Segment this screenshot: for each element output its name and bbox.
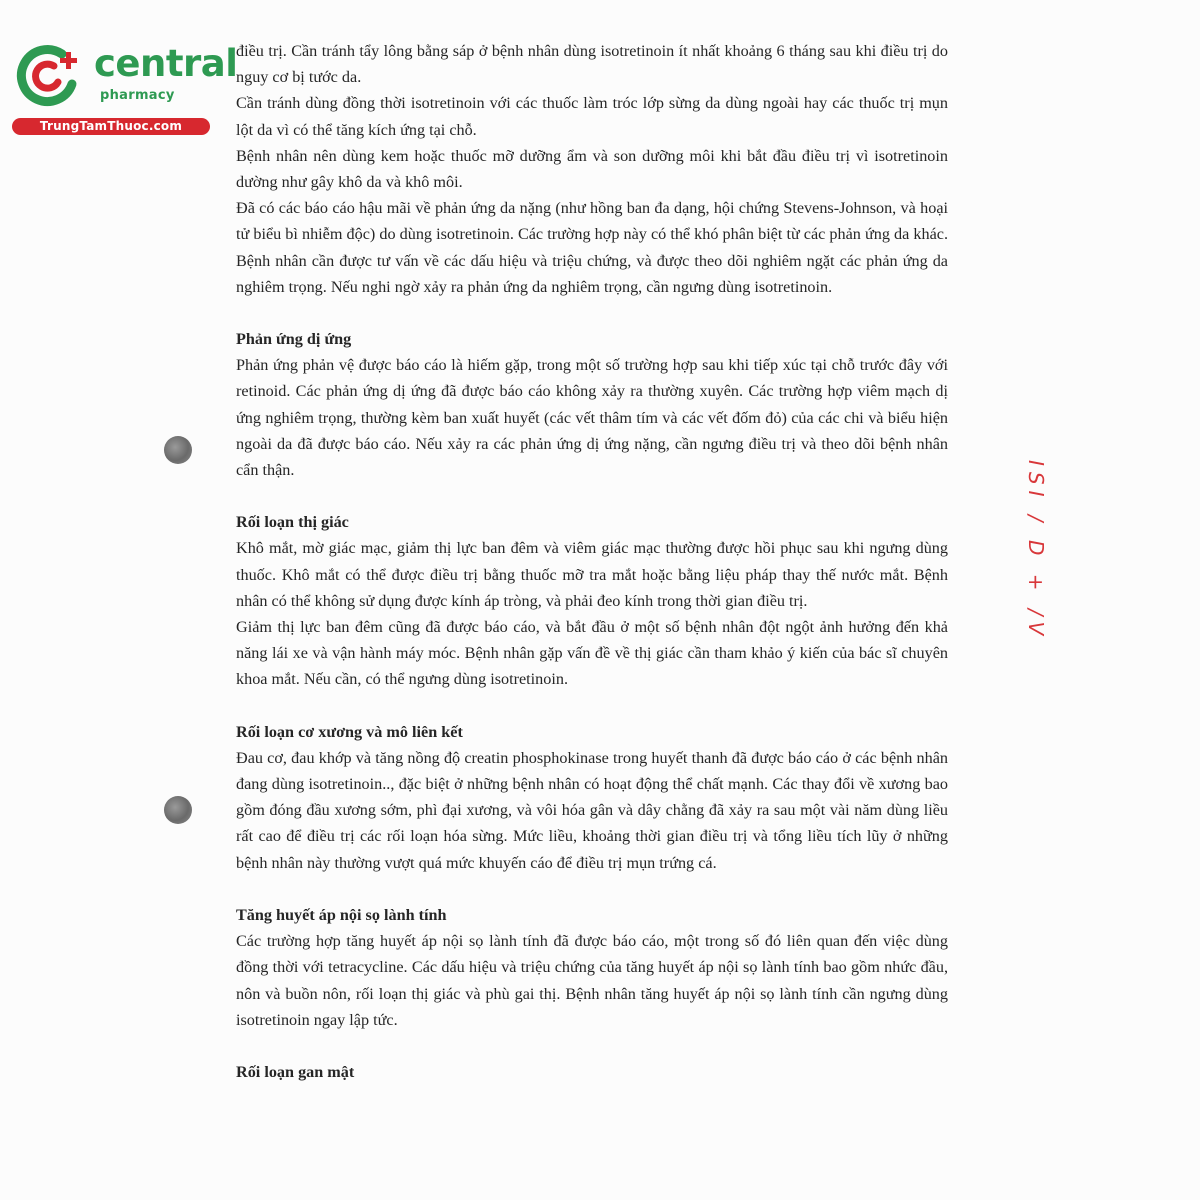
logo-website-banner[interactable]: TrungTamThuoc.com [12, 118, 210, 135]
paragraph: Khô mắt, mờ giác mạc, giảm thị lực ban đêm và viêm giác mạc thường được hồi phục sau khi ngưng dùng thuốc. Khô mắt có thể được điều trị bằng thuốc mỡ tra mắt hoặc bằng liệu pháp thay thế nước mắt. Bệnh nhân có thể không sử dụng được kính áp tròng, và phải đeo kính trong thời gian điều trị. [236, 539, 948, 610]
section-heading-musculoskeletal: Rối loạn cơ xương và mô liên kết [236, 722, 463, 741]
pharmacy-logo-icon [10, 38, 84, 112]
logo-sub-text: pharmacy [100, 88, 175, 103]
section-gap [236, 300, 948, 326]
paragraph: Các trường hợp tăng huyết áp nội sọ lành tính đã được báo cáo, một trong số đó liên quan đến việc dùng đồng thời với tetracycline. Các dấu hiệu và triệu chứng của tăng huyết áp nội sọ lành tính bao gồm nhức đầu, nôn và buồn nôn, rối loạn thị giác và phù gai thị. Bệnh nhân tăng huyết áp nội sọ lành tính cần ngưng dùng isotretinoin ngay lập tức. [236, 932, 948, 1029]
paragraph: Phản ứng phản vệ được báo cáo là hiếm gặp, trong một số trường hợp sau khi tiếp xúc tại chỗ trước đây với retinoid. Các phản ứng dị ứng đã được báo cáo không xảy ra thường xuyên. Các trường hợp viêm mạch dị ứng nghiêm trọng, thường kèm ban xuất huyết (các vết thâm tím và các vết đốm đỏ) của các chi và biểu hiện ngoài da đã được báo cáo. Nếu xảy ra các phản ứng dị ứng nặng, cần ngưng điều trị và theo dõi bệnh nhân cẩn thận. [236, 356, 948, 480]
section-gap [236, 483, 948, 509]
section-heading-allergy: Phản ứng dị ứng [236, 330, 352, 349]
section-gap [236, 876, 948, 902]
paragraph: Đau cơ, đau khớp và tăng nồng độ creatin phosphokinase trong huyết thanh đã được báo cáo ở các bệnh nhân đang dùng isotretinoin.., đặc biệt ở những bệnh nhân có hoạt động thể chất mạnh. Các thay đổi về xương bao gồm đóng đầu xương sớm, phì đại xương, và vôi hóa gân và dây chằng đã xảy ra sau một vài năm dùng liều rất cao để điều trị các rối loạn hóa sừng. Mức liều, khoảng thời gian điều trị và tổng liều tích lũy ở những bệnh nhân này thường vượt quá mức khuyến cáo để điều trị mụn trứng cá. [236, 748, 948, 872]
paragraph: điều trị. Cần tránh tẩy lông bằng sáp ở bệnh nhân dùng isotretinoin ít nhất khoảng 6 tháng sau khi điều trị do nguy cơ bị tước da. [236, 42, 948, 87]
central-pharmacy-logo[interactable] [10, 36, 238, 136]
paragraph: Cần tránh dùng đồng thời isotretinoin với các thuốc làm tróc lớp sừng da dùng ngoài hay các thuốc trị mụn lột da vì có thể tăng kích ứng tại chỗ. [236, 94, 948, 139]
stamp-text: ISI / D + /V [1024, 460, 1048, 642]
section-gap [236, 693, 948, 719]
paragraph: Bệnh nhân nên dùng kem hoặc thuốc mỡ dưỡng ẩm và son dưỡng môi khi bắt đầu điều trị vì isotretinoin dường như gây khô da và khô môi. [236, 146, 948, 192]
paragraph: Đã có các báo cáo hậu mãi về phản ứng da nặng (như hồng ban đa dạng, hội chứng Stevens-Johnson, và hoại tử biểu bì nhiễm độc) do dùng isotretinoin. Các trường hợp này có thể khó phân biệt từ các phản ứng da khác. Bệnh nhân cần được tư vấn về các dấu hiệu và triệu chứng, và được theo dõi nghiêm ngặt các phản ứng da nghiêm trọng. Nếu nghi ngờ xảy ra phản ứng da nghiêm trọng, cần ngưng dùng isotretinoin. [236, 199, 948, 296]
paragraph: Giảm thị lực ban đêm cũng đã được báo cáo, và bắt đầu ở một số bệnh nhân đột ngột ảnh hưởng đến khả năng lái xe và vận hành máy móc. Bệnh nhân gặp vấn đề về thị giác cần tham khảo ý kiến của bác sĩ chuyên khoa mắt. Nếu cần, có thể ngưng dùng isotretinoin. [236, 618, 948, 689]
logo-brand-text: central [94, 42, 238, 85]
punch-hole [164, 796, 192, 824]
document-body [236, 38, 948, 1085]
section-gap [236, 1033, 948, 1059]
section-heading-hepatobiliary: Rối loạn gan mật [236, 1062, 355, 1081]
margin-stamp [1020, 460, 1050, 640]
punch-hole [164, 436, 192, 464]
section-heading-vision: Rối loạn thị giác [236, 513, 349, 532]
section-heading-intracranial-hypertension: Tăng huyết áp nội sọ lành tính [236, 905, 447, 924]
